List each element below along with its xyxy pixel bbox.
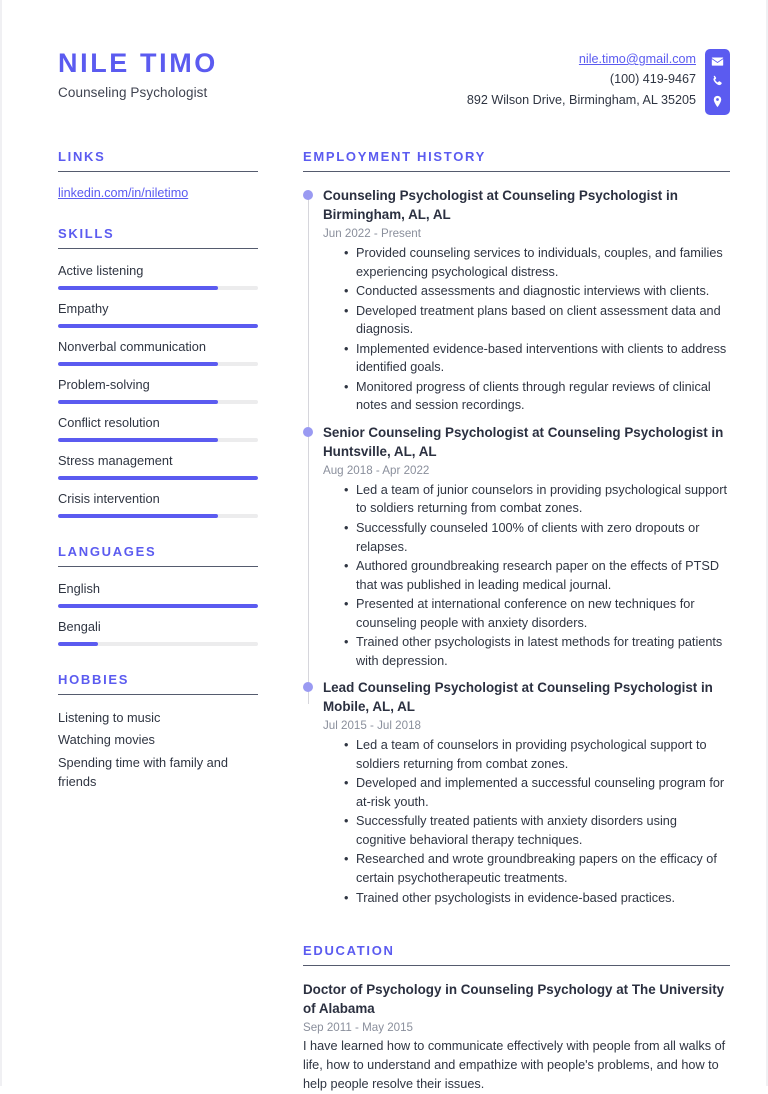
- page-title: NILE TIMO: [58, 48, 218, 78]
- skill-meter-track: [58, 438, 258, 442]
- skill-row: [58, 491, 258, 518]
- section-title-hobbies: HOBBIES: [58, 671, 130, 687]
- section-links: [58, 149, 258, 200]
- job-bullet: • Trained other psychologists in evidence-based practices.: [356, 889, 730, 908]
- degree-heading: Doctor of Psychology in Counseling Psychology at The University of Alabama: [303, 982, 725, 1017]
- contact-phone: (100) 419-9467: [609, 72, 696, 87]
- section-employment-history: [303, 149, 730, 915]
- job-bullet: • Implemented evidence-based interventions with clients to address identified goals.: [356, 340, 730, 377]
- job-bullet: • Successfully counseled 100% of clients with zero dropouts or relapses.: [356, 519, 730, 556]
- skill-meter-fill: [58, 514, 218, 518]
- section-languages: [58, 544, 258, 646]
- envelope-icon: [711, 55, 724, 68]
- job-entry: [303, 423, 730, 678]
- skill-meter-fill: [58, 362, 218, 366]
- email-link[interactable]: nile.timo@gmail.com: [578, 52, 696, 66]
- section-title-skills: SKILLS: [58, 226, 115, 241]
- timeline-dot-icon: [303, 682, 313, 692]
- contact-details: [467, 49, 696, 110]
- divider: [58, 566, 258, 567]
- location-pin-icon: [711, 95, 724, 108]
- language-row: [58, 619, 258, 646]
- main-content: [258, 149, 730, 1094]
- language-label: Bengali: [58, 618, 101, 634]
- language-meter-fill: [58, 604, 258, 608]
- skill-row: [58, 453, 258, 480]
- timeline-dot-icon: [303, 190, 313, 200]
- language-meter-track: [58, 642, 258, 646]
- phone-icon: [711, 75, 724, 88]
- skill-label: Active listening: [58, 263, 144, 278]
- divider: [303, 171, 730, 172]
- hobby-item: Watching movies: [58, 732, 155, 748]
- skill-row: [58, 339, 258, 366]
- job-bullet: • Developed and implemented a successful counseling program for at-risk youth.: [356, 774, 730, 811]
- language-row: [58, 581, 258, 608]
- skill-meter-track: [58, 400, 258, 404]
- job-dates: Jun 2022 - Present: [323, 227, 421, 241]
- skill-label: Nonverbal communication: [58, 338, 206, 354]
- skill-meter-fill: [58, 286, 218, 290]
- section-title-employment: EMPLOYMENT HISTORY: [303, 149, 487, 164]
- divider: [58, 248, 258, 249]
- identity-block: [58, 44, 218, 100]
- job-bullet: • Developed treatment plans based on client assessment data and diagnosis.: [356, 302, 730, 339]
- job-title-heading: Counseling Psychologist at Counseling Psychologist in Birmingham, AL, AL: [323, 188, 678, 223]
- skill-meter-track: [58, 324, 258, 328]
- contact-block: [467, 44, 730, 115]
- job-title-heading: Lead Counseling Psychologist at Counseling Psychologist in Mobile, AL, AL: [323, 680, 713, 715]
- timeline-dot-icon: [303, 427, 313, 437]
- skill-meter-track: [58, 362, 258, 366]
- contact-email-row: [467, 49, 696, 69]
- profession-subtitle: Counseling Psychologist: [58, 85, 208, 101]
- resume-body: [2, 115, 766, 1094]
- job-bullet: • Led a team of counselors in providing psychological support to soldiers returning from combat zones.: [356, 736, 730, 773]
- section-title-languages: LANGUAGES: [58, 543, 157, 559]
- job-bullet-list: [323, 481, 730, 670]
- language-meter-fill: [58, 642, 98, 646]
- job-bullet: • Presented at international conference on new techniques for counseling people with anxiety disorders.: [356, 595, 730, 632]
- divider: [58, 171, 258, 172]
- education-description: I have learned how to communicate effectively with people from all walks of life, how to understand and empathize with people's problems, and how to help people resolve their issues.: [303, 1039, 726, 1092]
- job-dates: Aug 2018 - Apr 2022: [323, 463, 430, 477]
- sidebar: [58, 149, 258, 1094]
- skill-meter-track: [58, 286, 258, 290]
- skill-meter-fill: [58, 400, 218, 404]
- skill-meter-fill: [58, 324, 258, 328]
- contact-icon-strip: [705, 49, 730, 115]
- skill-meter-track: [58, 476, 258, 480]
- job-bullet: • Provided counseling services to individuals, couples, and families experiencing psychological distress.: [356, 244, 730, 281]
- job-bullet: • Authored groundbreaking research paper on the effects of PTSD that was published in leading medical journal.: [356, 557, 730, 594]
- divider: [58, 694, 258, 695]
- education-dates: Sep 2011 - May 2015: [303, 1021, 413, 1035]
- job-bullet: • Led a team of junior counselors in providing psychological support to soldiers returning from combat zones.: [356, 481, 730, 518]
- link-item-linkedin[interactable]: linkedin.com/in/niletimo: [58, 186, 189, 200]
- skill-row: [58, 415, 258, 442]
- contact-address: 892 Wilson Drive, Birmingham, AL 35205: [466, 92, 696, 107]
- skill-row: [58, 301, 258, 328]
- job-bullet: • Conducted assessments and diagnostic interviews with clients.: [356, 282, 730, 301]
- section-hobbies: [58, 672, 258, 791]
- job-entry: [303, 186, 730, 423]
- resume-header: [2, 0, 766, 115]
- skill-row: [58, 263, 258, 290]
- job-dates: Jul 2015 - Jul 2018: [323, 719, 421, 733]
- job-entry: [303, 678, 730, 915]
- section-education: [303, 943, 730, 1094]
- divider: [303, 965, 730, 966]
- job-bullet: • Researched and wrote groundbreaking papers on the efficacy of certain psychotherapeutic treatments.: [356, 850, 730, 887]
- job-bullet-list: [323, 736, 730, 907]
- skill-label: Stress management: [58, 452, 173, 468]
- skill-label: Problem-solving: [58, 376, 150, 392]
- job-bullet: • Successfully treated patients with anxiety disorders using cognitive behavioral therapy techniques.: [356, 812, 730, 849]
- skill-label: Empathy: [58, 300, 109, 316]
- section-title-links: LINKS: [58, 149, 106, 164]
- hobby-item: Spending time with family and friends: [58, 754, 229, 789]
- job-bullet: • Trained other psychologists in latest methods for treating patients with depression.: [356, 633, 730, 670]
- skill-meter-fill: [58, 476, 258, 480]
- employment-timeline: [303, 186, 730, 915]
- job-title-heading: Senior Counseling Psychologist at Counseling Psychologist in Huntsville, AL, AL: [323, 424, 724, 459]
- education-entry: [303, 980, 730, 1094]
- section-skills: [58, 226, 258, 518]
- skill-label: Crisis intervention: [58, 490, 160, 506]
- section-title-education: EDUCATION: [303, 943, 395, 959]
- language-label: English: [58, 580, 100, 596]
- skill-row: [58, 377, 258, 404]
- hobby-item: Listening to music: [58, 709, 161, 725]
- language-meter-track: [58, 604, 258, 608]
- job-bullet: • Monitored progress of clients through regular reviews of clinical notes and session recordings.: [356, 378, 730, 415]
- skill-meter-fill: [58, 438, 218, 442]
- skill-label: Conflict resolution: [58, 414, 160, 430]
- skill-meter-track: [58, 514, 258, 518]
- job-bullet-list: [323, 244, 730, 415]
